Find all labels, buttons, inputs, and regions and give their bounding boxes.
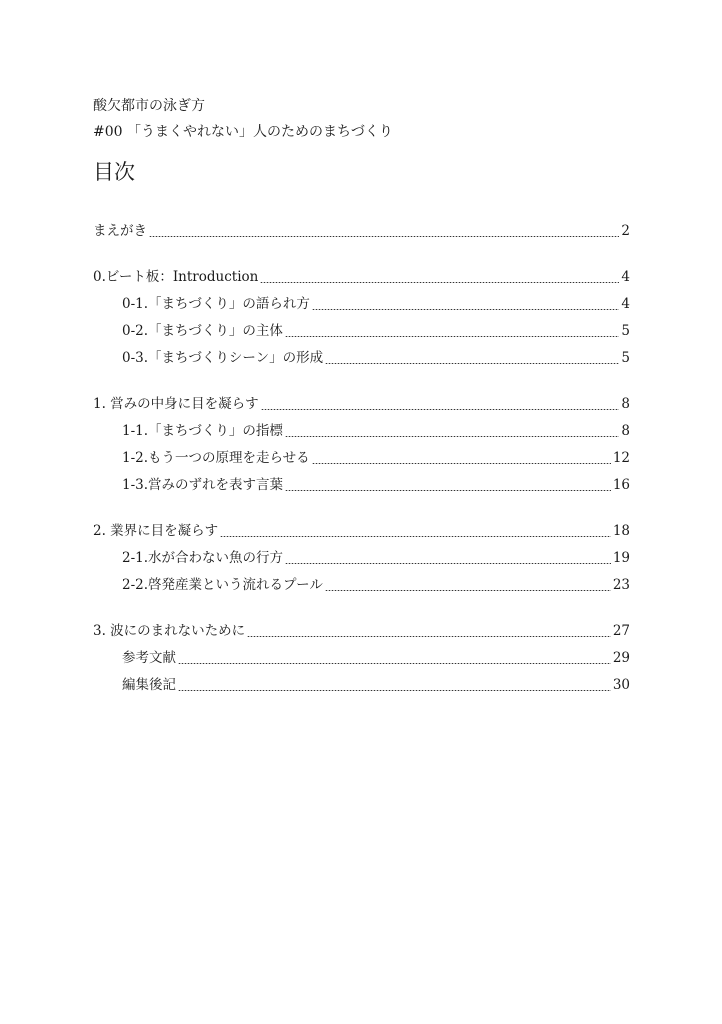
toc-entry-label: 0.ビート板：Introduction: [93, 269, 259, 285]
dot-leader: [312, 463, 611, 464]
dot-leader: [285, 490, 611, 491]
toc-entry-label: 1-3.営みのずれを表す言葉: [122, 477, 284, 493]
toc-entry-chapter-3[interactable]: [93, 618, 630, 645]
toc-entry-page: 23: [612, 577, 630, 593]
toc-entry-references[interactable]: [93, 645, 630, 672]
series-title: 酸欠都市の泳ぎ方: [93, 98, 205, 114]
dot-leader: [285, 336, 620, 337]
toc-entry-label: まえがき: [93, 223, 147, 239]
dot-leader: [260, 282, 619, 283]
issue-title: #00 「うまくやれない」人のためのまちづくり: [93, 124, 393, 140]
toc-entry-page: 8: [621, 396, 630, 412]
toc-entry-label: 2. 業界に目を凝らす: [93, 523, 219, 539]
toc-entry-label: 参考文献: [122, 650, 176, 666]
toc-entry-page: 8: [621, 423, 630, 439]
dot-leader: [325, 363, 619, 364]
dot-leader: [247, 636, 611, 637]
toc-entry-section-2-1[interactable]: [93, 545, 630, 572]
toc-title: 目次: [93, 160, 135, 184]
toc-entry-page: 2: [621, 223, 630, 239]
toc-entry-label: 3. 波にのまれないために: [93, 623, 246, 639]
toc-entry-afterword[interactable]: [93, 672, 630, 699]
toc-entry-page: 29: [612, 650, 630, 666]
toc-entry-page: 5: [621, 323, 630, 339]
toc-entry-label: 編集後記: [122, 677, 176, 693]
toc-entry-section-1-2[interactable]: [93, 445, 630, 472]
table-of-contents: [93, 218, 630, 699]
toc-entry-section-0-2[interactable]: [93, 318, 630, 345]
dot-leader: [285, 563, 611, 564]
toc-entry-page: 4: [621, 269, 630, 285]
toc-entry-preface[interactable]: [93, 218, 630, 245]
dot-leader: [178, 663, 611, 664]
toc-entry-label: 1. 営みの中身に目を凝らす: [93, 396, 259, 412]
toc-entry-label: 2-2.啓発産業という流れるプール: [122, 577, 323, 593]
toc-entry-chapter-0[interactable]: [93, 264, 630, 291]
toc-entry-label: 0-2.「まちづくり」の主体: [122, 323, 283, 339]
toc-entry-chapter-1[interactable]: [93, 391, 630, 418]
toc-entry-section-0-3[interactable]: [93, 345, 630, 372]
toc-entry-section-1-1[interactable]: [93, 418, 630, 445]
dot-leader: [220, 536, 611, 537]
toc-entry-page: 16: [612, 477, 630, 493]
dot-leader: [285, 436, 620, 437]
toc-entry-page: 19: [612, 550, 630, 566]
toc-entry-section-2-2[interactable]: [93, 572, 630, 599]
dot-leader: [261, 409, 620, 410]
toc-entry-section-1-3[interactable]: [93, 472, 630, 499]
toc-entry-page: 18: [612, 523, 630, 539]
toc-entry-label: 1-1.「まちづくり」の指標: [122, 423, 283, 439]
toc-entry-label: 2-1.水が合わない魚の行方: [122, 550, 284, 566]
dot-leader: [149, 236, 619, 237]
toc-entry-page: 27: [612, 623, 630, 639]
dot-leader: [178, 690, 611, 691]
dot-leader: [325, 590, 611, 591]
toc-entry-page: 4: [621, 296, 630, 312]
toc-entry-page: 30: [612, 677, 630, 693]
toc-entry-label: 1-2.もう一つの原理を走らせる: [122, 450, 310, 466]
toc-entry-section-0-1[interactable]: [93, 291, 630, 318]
toc-entry-page: 12: [612, 450, 630, 466]
toc-entry-label: 0-3.「まちづくりシーン」の形成: [122, 350, 324, 366]
toc-entry-page: 5: [621, 350, 630, 366]
dot-leader: [312, 309, 620, 310]
document-header: [93, 93, 393, 145]
toc-entry-chapter-2[interactable]: [93, 518, 630, 545]
toc-entry-label: 0-1.「まちづくり」の語られ方: [122, 296, 310, 312]
